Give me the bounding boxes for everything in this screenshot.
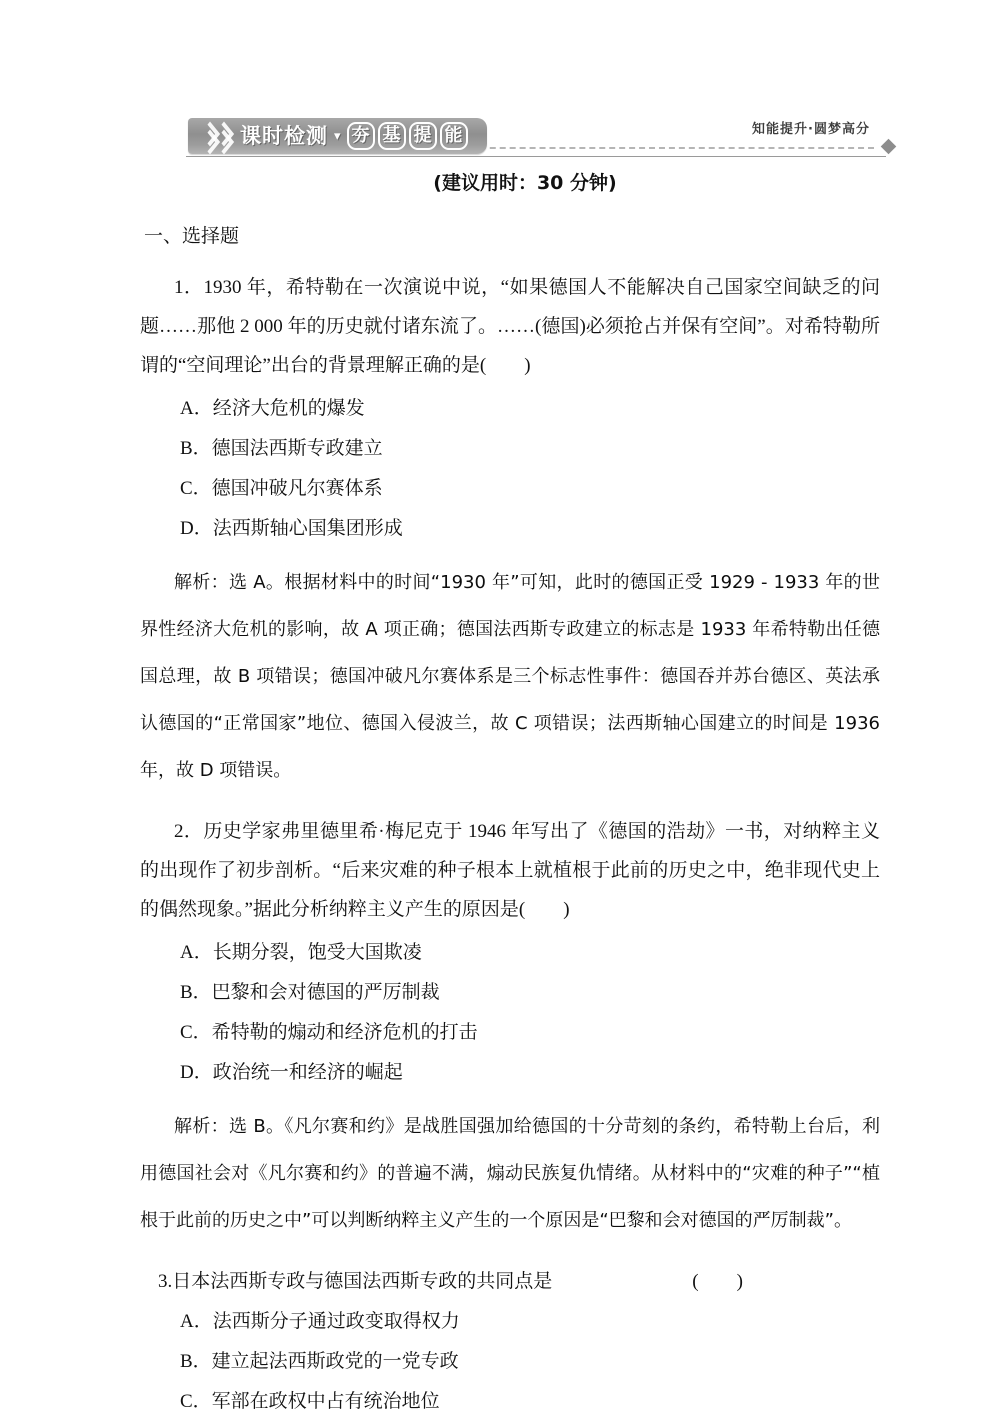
question-option-b[interactable]: B．建立起法西斯政党的一党专政 <box>180 1351 459 1372</box>
banner-boxed-char-3: 提 <box>409 122 437 150</box>
question-option-b[interactable]: B．巴黎和会对德国的严厉制裁 <box>180 982 440 1003</box>
banner-boxed-char-4: 能 <box>440 122 468 150</box>
header-dashed-line <box>440 147 874 149</box>
question-option-b[interactable]: B．德国法西斯专政建立 <box>180 438 383 459</box>
question-option-a[interactable]: A．经济大危机的爆发 <box>180 398 365 419</box>
question-option-d[interactable]: D．政治统一和经济的崛起 <box>180 1062 403 1083</box>
banner-boxed-char-1: 夯 <box>347 122 375 150</box>
question-explanation: 解析：选 A。根据材料中的时间“1930 年”可知，此时的德国正受 1929 - 1933 年的世界性经济大危机的影响，故 A 项正确；德国法西斯专政建立的标志是 1933 年希特勒出任德国总理，故 B 项错误；德国冲破凡尔赛体系是三个标志性事件：德国吞并苏台德区、英法承认德国的“正常国家”地位、德国入侵波兰，故 C 项错误；法西斯轴心国建立的时间是 1936 年，故 D 项错误。 <box>140 572 880 781</box>
question-stem-row <box>140 1262 880 1302</box>
question-stem: 1．1930 年，希特勒在一次演说中说，“如果德国人不能解决自己国家空间缺乏的问题……那他 2 000 年的历史就付诸东流了。……(德国)必须抢占并保有空间”。对希特勒所谓的“空间理论”出台的背景理解正确的是( ) <box>140 277 880 376</box>
section-title: 一、选择题 <box>144 226 240 247</box>
page-content <box>140 168 880 1426</box>
question-option-c[interactable]: C．军部在政权中占有统治地位 <box>180 1391 440 1412</box>
question-stem: 3.日本法西斯专政与德国法西斯专政的共同点是 <box>158 1271 553 1292</box>
banner-boxed-char-2: 基 <box>378 122 406 150</box>
question-option-d[interactable]: D．法西斯轴心国集团形成 <box>180 518 403 539</box>
section-banner <box>188 118 487 154</box>
banner-separator-icon: ▾ <box>334 128 341 143</box>
double-chevron-right-icon <box>202 124 230 148</box>
suggested-time: (建议用时：30 分钟) <box>433 172 617 194</box>
header-underline <box>186 156 886 157</box>
banner-boxed-chars <box>347 122 471 150</box>
header-slogan: 知能提升·圆梦高分 <box>752 122 870 137</box>
question-option-c[interactable]: C．德国冲破凡尔赛体系 <box>180 478 383 499</box>
question-explanation: 解析：选 B。《凡尔赛和约》是战胜国强加给德国的十分苛刻的条约，希特勒上台后，利用德国社会对《凡尔赛和约》的普遍不满，煽动民族复仇情绪。从材料中的“灾难的种子”“植根于此前的历史之中”可以判断纳粹主义产生的一个原因是“巴黎和会对德国的严厉制裁”。 <box>140 1116 880 1231</box>
question-option-c[interactable]: C．希特勒的煽动和经济危机的打击 <box>180 1022 478 1043</box>
question-block-1 <box>140 268 880 794</box>
page-header <box>140 112 900 164</box>
diamond-icon <box>881 139 897 155</box>
question-option-a[interactable]: A．长期分裂，饱受大国欺凌 <box>180 942 422 963</box>
question-answer-blank[interactable]: ( ) <box>692 1271 743 1292</box>
banner-title-text: 课时检测 <box>240 123 328 148</box>
question-block-2 <box>140 812 880 1244</box>
question-stem: 2．历史学家弗里德里希·梅尼克于 1946 年写出了《德国的浩劫》一书，对纳粹主义的出现作了初步剖析。“后来灾难的种子根本上就植根于此前的历史之中，绝非现代史上的偶然现象。”据此分析纳粹主义产生的原因是( ) <box>140 821 880 920</box>
question-block-3 <box>140 1262 880 1422</box>
question-option-a[interactable]: A．法西斯分子通过政变取得权力 <box>180 1311 460 1332</box>
